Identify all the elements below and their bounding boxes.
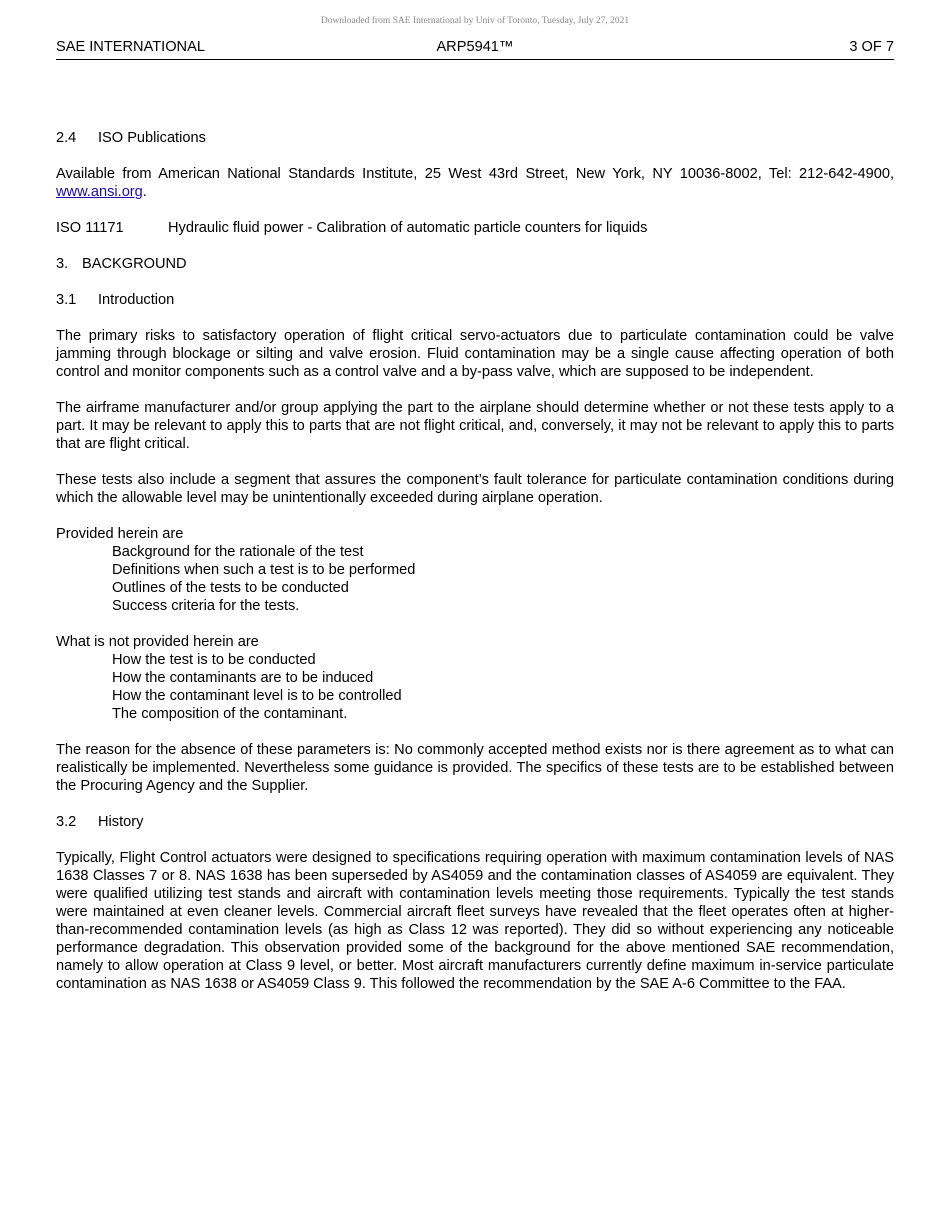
download-watermark: Downloaded from SAE International by Univ of Toronto, Tuesday, July 27, 2021 xyxy=(320,16,630,26)
reference-id: ISO 11171 xyxy=(56,220,124,236)
list-item: Background for the rationale of the test xyxy=(112,544,364,560)
introduction-paragraph-1: The primary risks to satisfactory operation of flight critical servo-actuators due to particulate contamination could be valve jamming through blockage or silting and valve erosion. Fluid contamination may be a single cause affecting operation of both control and monitor components such as a control valve and a by-pass valve, which are supposed to be independent. xyxy=(56,328,894,380)
list-item: Outlines of the tests to be conducted xyxy=(112,580,349,596)
list-item: How the contaminants are to be induced xyxy=(112,670,374,686)
list-item: Definitions when such a test is to be performed xyxy=(112,562,416,578)
list-item: Success criteria for the tests. xyxy=(112,598,300,614)
reference-entry xyxy=(56,219,894,237)
section-title: ISO Publications xyxy=(98,130,206,146)
introduction-paragraph-3: These tests also include a segment that assures the component’s fault tolerance for particulate contamination conditions during which the allowable level may be unintentionally exceeded during airplane operation. xyxy=(56,472,894,506)
section-number: 3. xyxy=(56,256,69,272)
section-number: 2.4 xyxy=(56,130,77,146)
page-header xyxy=(56,38,894,60)
introduction-paragraph-2: The airframe manufacturer and/or group applying the part to the airplane should determine whether or not these tests apply to a part. It may be relevant to apply this to parts that are not flight critical, and, conversely, it may not be relevant to apply this to parts that are flight critical. xyxy=(56,400,894,452)
section-3-heading xyxy=(56,255,894,273)
not-provided-list xyxy=(56,651,894,723)
list-item: How the contaminant level is to be controlled xyxy=(112,688,402,704)
section-3-1-heading xyxy=(56,291,894,309)
header-page-number: 3 OF 7 xyxy=(849,39,894,55)
history-paragraph: Typically, Flight Control actuators were designed to specifications requiring operation with maximum contamination levels of NAS 1638 Classes 7 or 8. NAS 1638 has been superseded by AS4059 and the contamination classes of AS4059 are equivalent. They were qualified utilizing test stands and aircraft with contamination levels meeting those requirements. Typically the test stands were maintained at even cleaner levels. Commercial aircraft fleet surveys have revealed that the fleet operates often at higher-than-recommended contamination levels (as high as Class 12 was reported). They did so without experiencing any noticeable performance degradation. This observation provided some of the background for the above mentioned SAE recommendation, namely to allow operation at Class 9 level, or better. Most aircraft manufacturers currently define maximum in-service particulate contamination as NAS 1638 or AS4059 Class 9. This followed the recommendation by the SAE A-6 Committee to the FAA. xyxy=(56,850,894,992)
section-2-4-heading xyxy=(56,129,894,147)
provided-list xyxy=(56,543,894,615)
section-number: 3.2 xyxy=(56,814,77,830)
availability-text-end: . xyxy=(142,184,147,200)
header-publisher: SAE INTERNATIONAL xyxy=(56,39,205,55)
provided-list-intro: Provided herein are xyxy=(56,526,184,542)
page-body xyxy=(56,129,894,1011)
section-number: 3.1 xyxy=(56,292,77,308)
header-document-number: ARP5941™ xyxy=(436,39,514,55)
list-item: The composition of the contaminant. xyxy=(112,706,348,722)
section-title: History xyxy=(98,814,144,830)
reference-title: Hydraulic fluid power - Calibration of automatic particle counters for liquids xyxy=(168,220,648,236)
availability-text: Available from American National Standards Institute, 25 West 43rd Street, New York, NY 10036-8002, Tel: 212-642-4900, xyxy=(56,166,894,182)
ansi-website-link[interactable]: www.ansi.org xyxy=(56,184,143,200)
section-title: Introduction xyxy=(98,292,175,308)
section-2-4-paragraph xyxy=(56,165,894,201)
section-title: BACKGROUND xyxy=(82,256,187,272)
introduction-paragraph-4: The reason for the absence of these parameters is: No commonly accepted method exists nor is there agreement as to what can realistically be implemented. Nevertheless some guidance is provided. The specifics of these tests are to be established between the Procuring Agency and the Supplier. xyxy=(56,742,894,794)
not-provided-list-intro: What is not provided herein are xyxy=(56,634,259,650)
section-3-2-heading xyxy=(56,813,894,831)
list-item: How the test is to be conducted xyxy=(112,652,316,668)
